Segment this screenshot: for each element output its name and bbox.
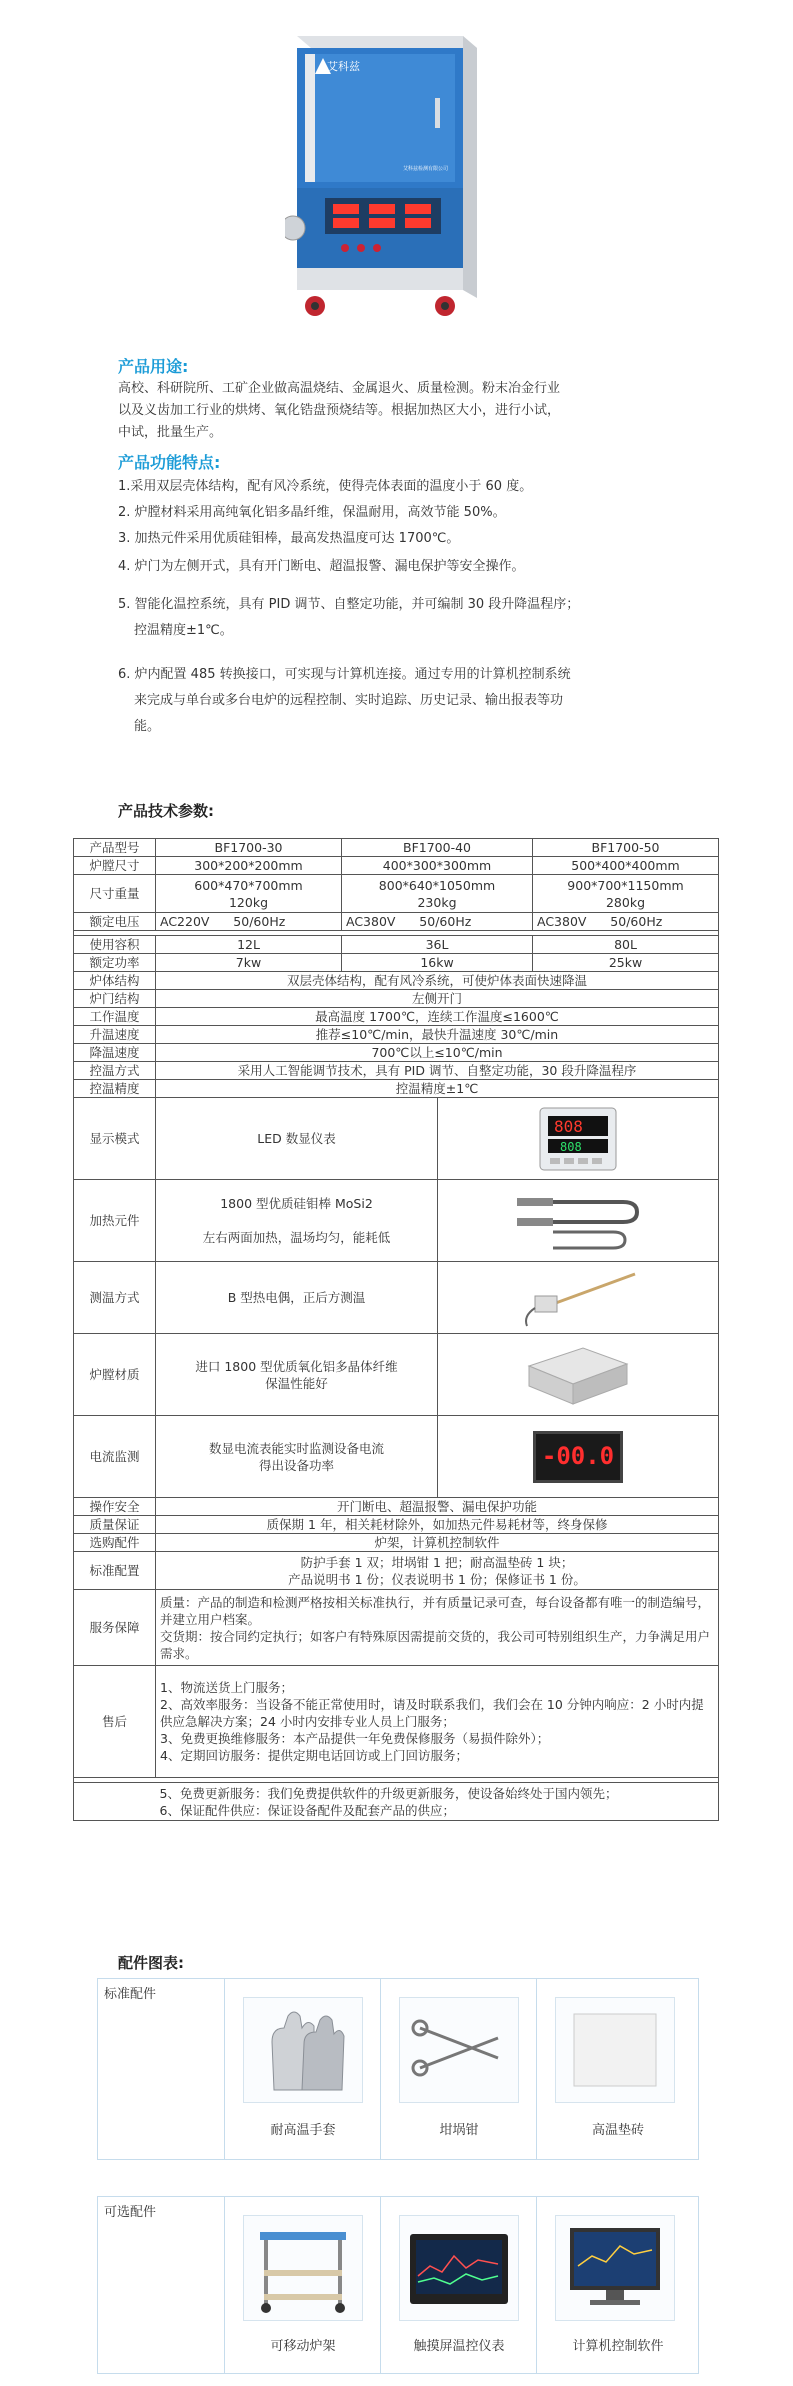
product-image: [285, 28, 505, 328]
table-cell: B 型热电偶，正后方测温: [156, 1262, 438, 1334]
row-label: 加热元件: [74, 1180, 156, 1262]
row-label: 工作温度: [74, 1008, 156, 1026]
row-label: 降温速度: [74, 1044, 156, 1062]
table-cell: 800*640*1050mm 230kg: [342, 875, 533, 913]
row-label: 使用容积: [74, 936, 156, 954]
table-cell: 400*300*300mm: [342, 857, 533, 875]
table-cell: 质量：产品的制造和检测严格按相关标准执行，并有质量记录可查，每台设备都有唯一的制造编号，并建立用户档案。 交货期：按合同约定执行；如客户有特殊原因需提前交货的，我公司可特别组织生产，力争满足用户需求。: [156, 1590, 719, 1666]
table-row: [74, 1334, 719, 1416]
table-row: [74, 839, 719, 857]
table-cell: AC380V 50/60Hz: [342, 913, 533, 931]
brand-logo: 艾科兹: [327, 60, 360, 73]
table-cell: AC220V 50/60Hz: [156, 913, 342, 931]
row-label: 测温方式: [74, 1262, 156, 1334]
table-cell: 500*400*400mm: [533, 857, 719, 875]
svg-text:808: 808: [554, 1116, 583, 1136]
table-cell: 质保期 1 年，相关耗材除外，如加热元件易耗材等，终身保修: [156, 1516, 719, 1534]
table-cell: 80L: [533, 936, 719, 954]
cart-icon: [243, 2215, 363, 2321]
table-row: [74, 913, 719, 931]
table-row: [74, 1062, 719, 1080]
tongs-icon: [399, 1997, 519, 2103]
table-row: [74, 857, 719, 875]
accessory-item: [536, 2197, 699, 2373]
table-cell: 1、物流送货上门服务； 2、高效率服务：当设备不能正常使用时，请及时联系我们，我们会在 10 分钟内响应：2 小时内提供应急解决方案；24 小时内安排专业人员上门服务； 3、免费更换维修服务：本产品提供一年免费保修服务（易损件除外）； 4、定期回访服务：提供定期电话回访或上门回访服务；: [156, 1666, 719, 1778]
table-cell: 开门断电、超温报警、漏电保护功能: [156, 1498, 719, 1516]
table-cell: 12L: [156, 936, 342, 954]
table-cell: 1800 型优质硅钼棒 MoSi2 左右两面加热，温场均匀，能耗低: [156, 1180, 438, 1262]
table-cell: AC380V 50/60Hz: [533, 913, 719, 931]
feature-item: 来完成与单台或多台电炉的远程控制、实时追踪、历史记录、输出报表等功: [134, 693, 564, 708]
table-row: [74, 1180, 719, 1262]
table-row: [74, 1416, 719, 1498]
features-title: 产品功能特点:: [118, 453, 221, 472]
thermocouple-icon: [513, 1268, 643, 1328]
usage-line: 以及义齿加工行业的烘烤、氧化锆盘预烧结等。根据加热区大小，进行小试，: [118, 403, 561, 418]
controller-icon: [538, 1106, 618, 1172]
brand-caption: 艾科兹检测有限公司: [403, 166, 449, 172]
accessory-item: [380, 1979, 537, 2159]
usage-text: [118, 378, 678, 444]
row-label: 尺寸重量: [74, 875, 156, 913]
after-sales-tail: 5、免费更新服务：我们免费提供软件的升级更新服务，使设备始终处于国内领先； 6、保证配件供应：保证设备配件及配套产品的供应；: [156, 1783, 719, 1821]
accessory-name: 坩埚钳: [439, 2123, 479, 2138]
glove-icon: [243, 1997, 363, 2103]
table-cell: 36L: [342, 936, 533, 954]
table-cell: 700℃以上≤10℃/min: [156, 1044, 719, 1062]
table-cell: 控温精度±1℃: [156, 1080, 719, 1098]
brick-icon: [555, 1997, 675, 2103]
table-cell: [438, 1334, 719, 1416]
row-label: 炉体结构: [74, 972, 156, 990]
table-row: [74, 1098, 719, 1180]
usage-title: 产品用途:: [118, 357, 189, 376]
row-label: 售后: [74, 1666, 156, 1778]
accessory-name: 可移动炉架: [270, 2339, 336, 2354]
table-cell: 采用人工智能调节技术，具有 PID 调节、自整定功能，30 段升降温程序: [156, 1062, 719, 1080]
table-row: [74, 1783, 719, 1821]
row-label: 控温方式: [74, 1062, 156, 1080]
table-row: [74, 1044, 719, 1062]
table-cell: [438, 1262, 719, 1334]
table-cell: 900*700*1150mm 280kg: [533, 875, 719, 913]
spec-table: [73, 838, 719, 1821]
table-cell: 25kw: [533, 954, 719, 972]
table-cell: 最高温度 1700℃，连续工作温度≤1600℃: [156, 1008, 719, 1026]
table-row: [74, 1552, 719, 1590]
table-cell: [438, 1098, 719, 1180]
standard-accessories: [97, 1978, 699, 2160]
row-label: 服务保障: [74, 1590, 156, 1666]
table-row: [74, 875, 719, 913]
row-label: 选购配件: [74, 1534, 156, 1552]
optional-label: 可选配件: [104, 2205, 157, 2220]
computer-icon: [555, 2215, 675, 2321]
svg-text:808: 808: [560, 1139, 582, 1154]
feature-item: 6. 炉内配置 485 转换接口，可实现与计算机连接。通过专用的计算机控制系统: [118, 667, 571, 682]
furnace-illustration: [285, 28, 505, 328]
table-row: [74, 954, 719, 972]
usage-line: 高校、科研院所、工矿企业做高温烧结、金属退火、质量检测。粉末冶金行业: [118, 381, 561, 396]
feature-item: 1.采用双层壳体结构，配有风冷系统，使得壳体表面的温度小于 60 度。: [118, 479, 533, 494]
table-row: [74, 1516, 719, 1534]
table-cell: 防护手套 1 双；坩埚钳 1 把；耐高温垫砖 1 块； 产品说明书 1 份；仪表说明书 1 份；保修证书 1 份。: [156, 1552, 719, 1590]
feature-item: 4. 炉门为左侧开式，具有开门断电、超温报警、漏电保护等安全操作。: [118, 559, 525, 574]
table-row: [74, 1590, 719, 1666]
standard-label: 标准配件: [104, 1987, 157, 2002]
table-row: [74, 1666, 719, 1778]
feature-item: 5. 智能化温控系统，具有 PID 调节、自整定功能，并可编制 30 段升降温程序；: [118, 597, 580, 612]
table-row: [74, 1026, 719, 1044]
row-label: 额定电压: [74, 913, 156, 931]
row-label: 质量保证: [74, 1516, 156, 1534]
table-cell: 进口 1800 型优质氧化铝多晶体纤维 保温性能好: [156, 1334, 438, 1416]
row-label: 炉门结构: [74, 990, 156, 1008]
table-cell: 双层壳体结构，配有风冷系统，可使炉体表面快速降温: [156, 972, 719, 990]
accessories-title: 配件图表:: [118, 1954, 184, 1972]
fiber-block-icon: [523, 1342, 633, 1408]
table-row: [74, 936, 719, 954]
row-label: 电流监测: [74, 1416, 156, 1498]
table-cell: 16kw: [342, 954, 533, 972]
spec-title: 产品技术参数:: [118, 802, 214, 820]
table-cell: 左侧开门: [156, 990, 719, 1008]
heating-element-icon: [513, 1188, 643, 1254]
row-label: 控温精度: [74, 1080, 156, 1098]
row-label: 标准配置: [74, 1552, 156, 1590]
row-label: 炉膛尺寸: [74, 857, 156, 875]
feature-item: 2. 炉膛材料采用高纯氧化铝多晶纤维，保温耐用，高效节能 50%。: [118, 505, 506, 520]
accessory-name: 触摸屏温控仪表: [413, 2339, 505, 2354]
table-cell: BF1700-30: [156, 839, 342, 857]
table-cell: 7kw: [156, 954, 342, 972]
accessory-name: 耐高温手套: [270, 2123, 336, 2138]
table-cell: 推荐≤10℃/min，最快升温速度 30℃/min: [156, 1026, 719, 1044]
row-label: 升温速度: [74, 1026, 156, 1044]
accessory-name: 高温垫砖: [591, 2123, 644, 2138]
row-label: 操作安全: [74, 1498, 156, 1516]
accessory-item: [380, 2197, 537, 2373]
table-cell: [438, 1416, 719, 1498]
ammeter-icon: [533, 1431, 623, 1483]
accessory-item: [224, 1979, 381, 2159]
optional-accessories: [97, 2196, 699, 2374]
table-row: [74, 1008, 719, 1026]
accessory-item: [224, 2197, 381, 2373]
table-cell: 300*200*200mm: [156, 857, 342, 875]
table-cell: [438, 1180, 719, 1262]
table-row: [74, 1498, 719, 1516]
feature-item: 能。: [134, 719, 161, 734]
table-cell: BF1700-40: [342, 839, 533, 857]
table-cell: BF1700-50: [533, 839, 719, 857]
table-row: [74, 1262, 719, 1334]
table-row: [74, 990, 719, 1008]
row-label: 额定功率: [74, 954, 156, 972]
row-label: 产品型号: [74, 839, 156, 857]
ammeter-display: -00.0: [541, 1442, 615, 1470]
row-label: 炉膛材质: [74, 1334, 156, 1416]
feature-item: 3. 加热元件采用优质硅钼棒，最高发热温度可达 1700℃。: [118, 531, 460, 546]
table-cell: 600*470*700mm 120kg: [156, 875, 342, 913]
touchscreen-icon: [399, 2215, 519, 2321]
table-cell: 数显电流表能实时监测设备电流 得出设备功率: [156, 1416, 438, 1498]
table-cell: 炉架，计算机控制软件: [156, 1534, 719, 1552]
feature-item: 控温精度±1℃。: [134, 623, 233, 638]
table-row: [74, 972, 719, 990]
table-row: [74, 1080, 719, 1098]
row-label: 显示模式: [74, 1098, 156, 1180]
accessory-name: 计算机控制软件: [572, 2339, 664, 2354]
accessory-item: [536, 1979, 699, 2159]
table-row: [74, 1534, 719, 1552]
table-cell: LED 数显仪表: [156, 1098, 438, 1180]
usage-line: 中试，批量生产。: [118, 425, 223, 440]
